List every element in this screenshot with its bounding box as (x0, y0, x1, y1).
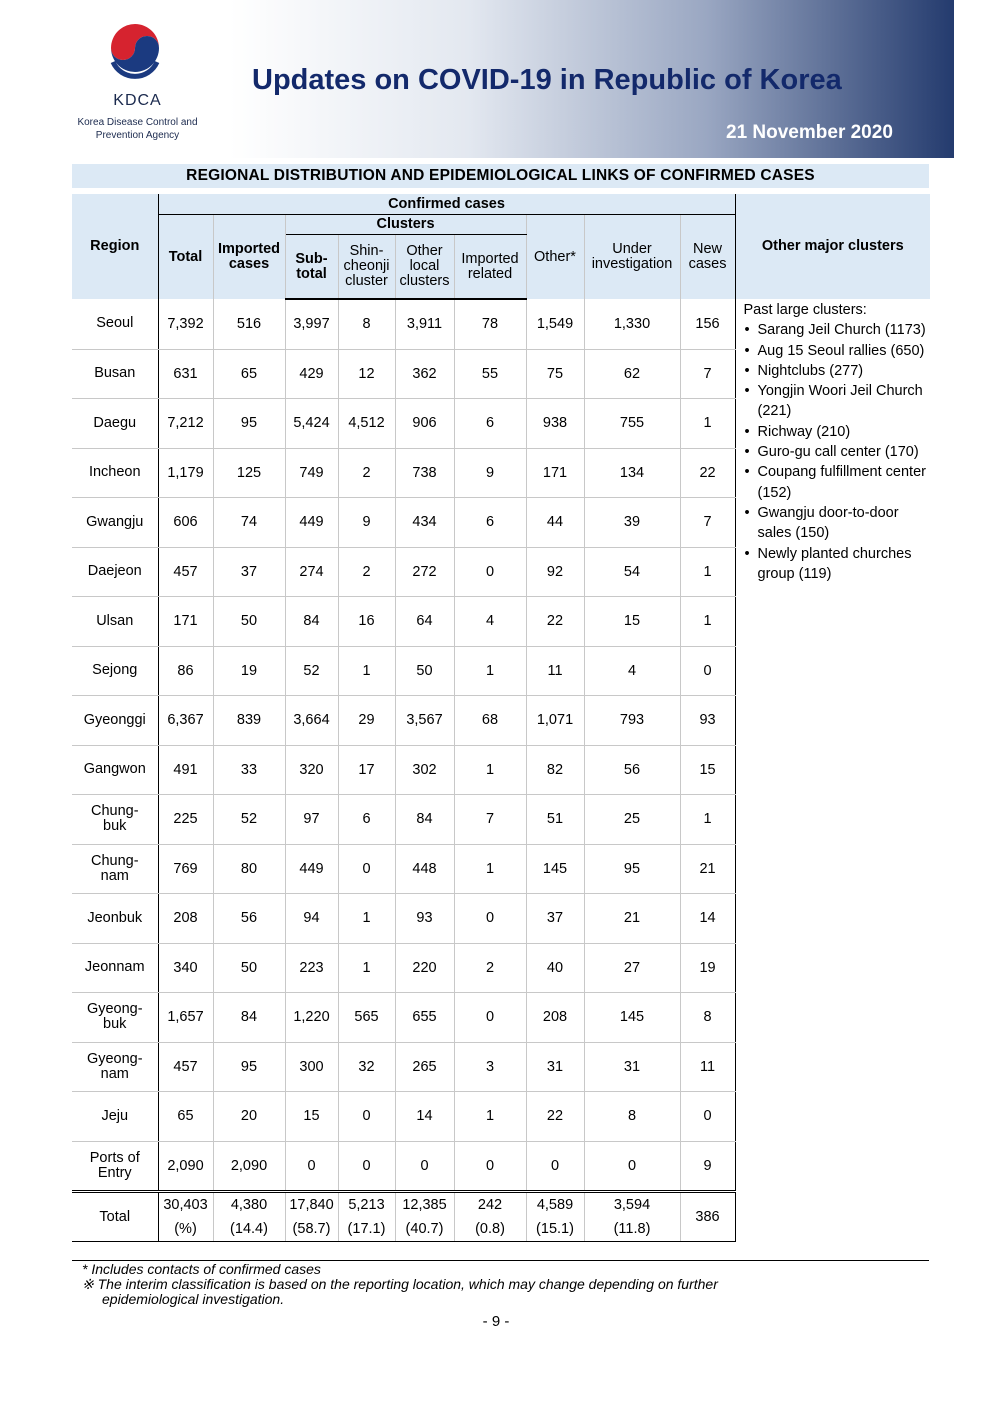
cell-total: 606 (158, 498, 213, 548)
cell-shincheonji: 8 (338, 299, 395, 349)
region-line2: buk (103, 1016, 127, 1033)
total-value: 17,840 (289, 1197, 334, 1213)
cell-shincheonji: 1 (338, 943, 395, 993)
total-value: 30,403 (163, 1197, 208, 1213)
cell-shincheonji: 6 (338, 795, 395, 845)
cell-total: 491 (158, 745, 213, 795)
cell-new-cases-total (680, 1192, 735, 1242)
cell-imported-related: 68 (454, 696, 526, 746)
cell-other-local: 302 (395, 745, 454, 795)
cell-new-cases: 11 (680, 1042, 735, 1092)
cell-other: 75 (526, 349, 584, 399)
cell-imported-related: 2 (454, 943, 526, 993)
logo-name-line2: Prevention Agency (95, 130, 180, 141)
region-line1: Chung- (90, 803, 139, 820)
header-new-line1: New (693, 241, 723, 257)
cell-total-label: Total (72, 1192, 158, 1242)
header-new-cases (680, 215, 735, 300)
region-line1: Gyeonggi (83, 711, 146, 728)
cell-region (72, 399, 158, 449)
cell-imported: 839 (213, 696, 285, 746)
cell-other-local: 272 (395, 547, 454, 597)
cell-under-investigation: 27 (584, 943, 680, 993)
cell-total: 1,657 (158, 993, 213, 1043)
header-shin-line2: cheonji (343, 258, 390, 274)
cell-region (72, 745, 158, 795)
cell-other: 22 (526, 597, 584, 647)
cell-other: 44 (526, 498, 584, 548)
cell-subtotal: 15 (285, 1092, 338, 1142)
cell-imported-related: 1 (454, 646, 526, 696)
cell-under-investigation: 21 (584, 894, 680, 944)
cell-new-cases: 19 (680, 943, 735, 993)
header-shin-line3: cluster (345, 273, 388, 289)
region-line1: Sejong (92, 662, 138, 679)
cell-imported-related: 7 (454, 795, 526, 845)
header-otherlocal-line3: clusters (399, 273, 450, 289)
cell-imported-related: 0 (454, 547, 526, 597)
cell-subtotal: 3,664 (285, 696, 338, 746)
section-title: REGIONAL DISTRIBUTION AND EPIDEMIOLOGICAL LINKS OF CONFIRMED CASES (72, 164, 929, 188)
cluster-list-item: • Sarang Jeil Church (1173) (744, 320, 931, 340)
cell-new-cases: 7 (680, 349, 735, 399)
cell-imported-related: 6 (454, 399, 526, 449)
kdca-logo (70, 18, 205, 148)
cell-imported-related: 1 (454, 844, 526, 894)
cell-subtotal: 749 (285, 448, 338, 498)
cell-total: 208 (158, 894, 213, 944)
cell-other: 0 (526, 1141, 584, 1192)
region-line1: Gwangju (86, 513, 144, 530)
cell-subtotal: 449 (285, 498, 338, 548)
region-line1: Jeju (101, 1107, 129, 1124)
region-line1: Jeonnam (84, 959, 145, 976)
clusters-intro: Past large clusters: (743, 302, 867, 318)
cell-region (72, 498, 158, 548)
region-line1: Gyeong- (86, 1001, 143, 1018)
header-imported-line1: Imported (217, 241, 281, 257)
cell-total: 769 (158, 844, 213, 894)
cell-under-investigation: 95 (584, 844, 680, 894)
cell-other: 11 (526, 646, 584, 696)
cell-region (72, 696, 158, 746)
cell-total: 457 (158, 1042, 213, 1092)
cell-subtotal: 320 (285, 745, 338, 795)
header-other-local-clusters (395, 235, 454, 300)
cell-new-cases: 1 (680, 547, 735, 597)
total-percent: (40.7) (405, 1221, 444, 1237)
total-value: 3,594 (613, 1197, 651, 1213)
cell-other-local: 64 (395, 597, 454, 647)
cell-shincheonji: 9 (338, 498, 395, 548)
cell-total: 225 (158, 795, 213, 845)
cell-other-local: 3,567 (395, 696, 454, 746)
cell-new-cases: 1 (680, 399, 735, 449)
cell-under-investigation: 793 (584, 696, 680, 746)
cell-under-investigation: 15 (584, 597, 680, 647)
header-region: Region (72, 194, 158, 299)
cell-new-cases: 22 (680, 448, 735, 498)
cell-other: 145 (526, 844, 584, 894)
cell-other: 22 (526, 1092, 584, 1142)
cell-imported-related: 1 (454, 745, 526, 795)
table-row (72, 299, 930, 349)
cell-under-investigation-total (584, 1192, 680, 1242)
cell-shincheonji-total (338, 1192, 395, 1242)
cell-region (72, 349, 158, 399)
cell-region (72, 993, 158, 1043)
total-value: 4,589 (536, 1197, 574, 1213)
cell-under-investigation: 145 (584, 993, 680, 1043)
cell-total: 631 (158, 349, 213, 399)
cell-subtotal: 5,424 (285, 399, 338, 449)
cell-imported: 2,090 (213, 1141, 285, 1192)
header-otherlocal-line1: Other (406, 243, 443, 259)
other-major-clusters-cell (735, 299, 930, 1242)
cell-other: 938 (526, 399, 584, 449)
cell-imported: 516 (213, 299, 285, 349)
cell-other-local: 448 (395, 844, 454, 894)
cell-total: 2,090 (158, 1141, 213, 1192)
cell-other-local: 434 (395, 498, 454, 548)
cell-under-investigation: 134 (584, 448, 680, 498)
region-line2: nam (100, 1065, 129, 1082)
cell-imported: 50 (213, 597, 285, 647)
cell-new-cases: 8 (680, 993, 735, 1043)
cell-subtotal: 300 (285, 1042, 338, 1092)
region-line1: Daejeon (87, 563, 142, 580)
region-line1: Gyeong- (86, 1050, 143, 1067)
header-imported-line2: cases (228, 256, 270, 272)
header-imported-cases (213, 215, 285, 300)
cell-new-cases: 0 (680, 1092, 735, 1142)
cell-other: 51 (526, 795, 584, 845)
cell-total: 7,212 (158, 399, 213, 449)
cell-imported: 65 (213, 349, 285, 399)
cell-imported: 95 (213, 1042, 285, 1092)
cell-shincheonji: 0 (338, 1092, 395, 1142)
cell-imported-related: 0 (454, 1141, 526, 1192)
cell-region (72, 1141, 158, 1192)
cell-region (72, 795, 158, 845)
cell-other: 31 (526, 1042, 584, 1092)
region-line1: Gangwon (83, 761, 146, 778)
cell-shincheonji: 2 (338, 448, 395, 498)
cell-region (72, 943, 158, 993)
cell-subtotal: 1,220 (285, 993, 338, 1043)
header-subtotal (285, 235, 338, 300)
header-imprel-line1: Imported (461, 250, 519, 267)
report-date: 21 November 2020 (726, 122, 893, 143)
cell-total: 65 (158, 1092, 213, 1142)
footnote-interim-line1: ※ The interim classification is based on the reporting location, which may change depending on further (82, 1276, 718, 1292)
cell-new-cases: 93 (680, 696, 735, 746)
cell-total: 171 (158, 597, 213, 647)
cell-total: 6,367 (158, 696, 213, 746)
cell-region (72, 597, 158, 647)
cell-region (72, 448, 158, 498)
cell-new-cases: 7 (680, 498, 735, 548)
cell-imported-related: 55 (454, 349, 526, 399)
cluster-list-item: • Gwangju door-to-door sales (150) (744, 503, 931, 544)
total-value: 386 (695, 1209, 720, 1225)
region-line1: Seoul (96, 315, 134, 332)
cell-other-local: 655 (395, 993, 454, 1043)
cell-imported: 33 (213, 745, 285, 795)
header-subtotal-line1: Sub- (295, 250, 328, 267)
cell-region (72, 844, 158, 894)
cell-other-local: 362 (395, 349, 454, 399)
cell-under-investigation: 25 (584, 795, 680, 845)
cell-other-local: 93 (395, 894, 454, 944)
logo-name-line1: Korea Disease Control and (77, 117, 198, 128)
cell-region (72, 299, 158, 349)
cell-other-local: 0 (395, 1141, 454, 1192)
cell-other-local: 3,911 (395, 299, 454, 349)
clusters-list (744, 320, 931, 584)
cell-imported: 56 (213, 894, 285, 944)
cell-under-investigation: 54 (584, 547, 680, 597)
cell-imported: 19 (213, 646, 285, 696)
cell-total: 457 (158, 547, 213, 597)
cell-subtotal: 0 (285, 1141, 338, 1192)
cell-subtotal: 94 (285, 894, 338, 944)
header-other: Other* (526, 215, 584, 300)
cell-under-investigation: 1,330 (584, 299, 680, 349)
total-value: 242 (477, 1197, 503, 1213)
cell-region (72, 894, 158, 944)
cell-subtotal: 223 (285, 943, 338, 993)
total-percent: (17.1) (347, 1221, 386, 1237)
region-line1: Chung- (90, 852, 139, 869)
header-confirmed-cases: Confirmed cases (158, 194, 735, 215)
cell-other: 92 (526, 547, 584, 597)
footnote-other: * Includes contacts of confirmed cases (82, 1261, 321, 1277)
cell-under-investigation: 755 (584, 399, 680, 449)
cell-imported-related: 0 (454, 894, 526, 944)
cell-imported: 50 (213, 943, 285, 993)
cell-subtotal: 97 (285, 795, 338, 845)
cell-under-investigation: 0 (584, 1141, 680, 1192)
cluster-list-item: • Nightclubs (277) (744, 361, 931, 381)
total-percent: (58.7) (292, 1221, 331, 1237)
cell-imported-related: 0 (454, 993, 526, 1043)
cell-imported-related: 4 (454, 597, 526, 647)
total-percent: (%) (174, 1221, 197, 1237)
header-under-line2: investigation (591, 256, 673, 272)
cell-shincheonji: 0 (338, 844, 395, 894)
cell-shincheonji: 17 (338, 745, 395, 795)
cluster-list-item: • Coupang fulfillment center (152) (744, 462, 931, 503)
cell-shincheonji: 1 (338, 646, 395, 696)
region-line1: Ulsan (96, 612, 134, 629)
cell-imported: 74 (213, 498, 285, 548)
cell-region (72, 1042, 158, 1092)
regional-distribution-table (72, 194, 930, 1242)
cell-imported: 80 (213, 844, 285, 894)
cell-new-cases: 1 (680, 795, 735, 845)
cell-under-investigation: 56 (584, 745, 680, 795)
cell-subtotal: 52 (285, 646, 338, 696)
cell-imported: 20 (213, 1092, 285, 1142)
logo-abbreviation: KDCA (113, 92, 162, 109)
cluster-list-item: • Guro-gu call center (170) (744, 442, 931, 462)
total-value: 5,213 (348, 1197, 385, 1213)
total-percent: (0.8) (475, 1221, 505, 1237)
cell-under-investigation: 8 (584, 1092, 680, 1142)
cell-new-cases: 0 (680, 646, 735, 696)
cell-other-local: 14 (395, 1092, 454, 1142)
total-percent: (11.8) (613, 1221, 651, 1237)
cell-shincheonji: 16 (338, 597, 395, 647)
region-line2: buk (103, 818, 127, 835)
cell-other: 40 (526, 943, 584, 993)
cell-subtotal: 449 (285, 844, 338, 894)
footnote-interim-line2: epidemiological investigation. (102, 1291, 285, 1307)
cell-other: 1,071 (526, 696, 584, 746)
cell-imported: 52 (213, 795, 285, 845)
total-percent: (15.1) (536, 1221, 574, 1237)
cluster-list-item: • Aug 15 Seoul rallies (650) (744, 341, 931, 361)
cell-under-investigation: 31 (584, 1042, 680, 1092)
cell-new-cases: 156 (680, 299, 735, 349)
cell-total: 340 (158, 943, 213, 993)
cell-region (72, 547, 158, 597)
cell-imported-related: 9 (454, 448, 526, 498)
cell-shincheonji: 1 (338, 894, 395, 944)
cell-other-local: 265 (395, 1042, 454, 1092)
region-line1: Daegu (93, 414, 137, 431)
cell-shincheonji: 2 (338, 547, 395, 597)
cell-shincheonji: 32 (338, 1042, 395, 1092)
cluster-list-item: • Newly planted churches group (119) (744, 544, 931, 585)
cell-other-total (526, 1192, 584, 1242)
region-line2: nam (100, 867, 129, 884)
cell-imported-related: 1 (454, 1092, 526, 1142)
cell-under-investigation: 39 (584, 498, 680, 548)
total-value: 12,385 (402, 1197, 447, 1213)
header-imported-related (454, 235, 526, 300)
table-body (72, 299, 930, 1242)
page-title: Updates on COVID-19 in Republic of Korea (252, 64, 842, 96)
region-line2: Entry (97, 1164, 132, 1181)
cluster-list-item: • Richway (210) (744, 422, 931, 442)
cell-total: 86 (158, 646, 213, 696)
region-line1: Incheon (88, 464, 141, 481)
cell-imported-related: 78 (454, 299, 526, 349)
cell-other: 1,549 (526, 299, 584, 349)
cell-subtotal: 429 (285, 349, 338, 399)
cell-other-local: 220 (395, 943, 454, 993)
cell-new-cases: 9 (680, 1141, 735, 1192)
cell-other: 37 (526, 894, 584, 944)
cell-shincheonji: 29 (338, 696, 395, 746)
cell-total: 7,392 (158, 299, 213, 349)
cell-shincheonji: 0 (338, 1141, 395, 1192)
cell-shincheonji: 565 (338, 993, 395, 1043)
cell-other-local: 50 (395, 646, 454, 696)
cell-imported: 125 (213, 448, 285, 498)
cell-subtotal: 3,997 (285, 299, 338, 349)
cluster-list-item: • Yongjin Woori Jeil Church (221) (744, 381, 931, 422)
cell-other-local: 738 (395, 448, 454, 498)
region-line1: Jeonbuk (87, 909, 143, 926)
header-under-investigation (584, 215, 680, 300)
total-value: 4,380 (230, 1197, 268, 1213)
header-shincheonji-cluster (338, 235, 395, 300)
region-line1: Busan (94, 365, 136, 382)
cell-new-cases: 21 (680, 844, 735, 894)
header-new-line2: cases (688, 256, 727, 272)
header-other-major-clusters: Other major clusters (735, 194, 930, 299)
cell-other: 171 (526, 448, 584, 498)
cell-region (72, 1092, 158, 1142)
taegeuk-icon (105, 22, 165, 82)
page-number: - 9 - (482, 1313, 510, 1330)
cell-imported: 95 (213, 399, 285, 449)
total-percent: (14.4) (230, 1221, 268, 1237)
cell-subtotal: 274 (285, 547, 338, 597)
cell-subtotal: 84 (285, 597, 338, 647)
cell-total: 1,179 (158, 448, 213, 498)
cell-region (72, 646, 158, 696)
cell-under-investigation: 62 (584, 349, 680, 399)
cell-other-local: 906 (395, 399, 454, 449)
logo-agency-name (70, 116, 205, 142)
cell-imported-related-total (454, 1192, 526, 1242)
header-under-line1: Under (612, 241, 652, 257)
header-otherlocal-line2: local (409, 258, 440, 274)
cell-imported-total (213, 1192, 285, 1242)
cell-subtotal-total (285, 1192, 338, 1242)
cell-new-cases: 1 (680, 597, 735, 647)
cell-new-cases: 15 (680, 745, 735, 795)
header-total: Total (158, 215, 213, 300)
region-line1: Ports of (89, 1149, 140, 1166)
cell-imported-related: 6 (454, 498, 526, 548)
cell-imported: 84 (213, 993, 285, 1043)
cell-shincheonji: 4,512 (338, 399, 395, 449)
cell-imported: 37 (213, 547, 285, 597)
header-clusters: Clusters (285, 215, 526, 235)
cell-other: 208 (526, 993, 584, 1043)
cell-imported-related: 3 (454, 1042, 526, 1092)
cell-new-cases: 14 (680, 894, 735, 944)
cell-under-investigation: 4 (584, 646, 680, 696)
cell-other: 82 (526, 745, 584, 795)
header-shin-line1: Shin- (349, 243, 384, 259)
cell-other-local-total (395, 1192, 454, 1242)
cell-shincheonji: 12 (338, 349, 395, 399)
header-imprel-line2: related (467, 265, 513, 282)
cell-other-local: 84 (395, 795, 454, 845)
cell-total-total (158, 1192, 213, 1242)
header-subtotal-line2: total (296, 265, 327, 282)
table-header (72, 194, 930, 299)
